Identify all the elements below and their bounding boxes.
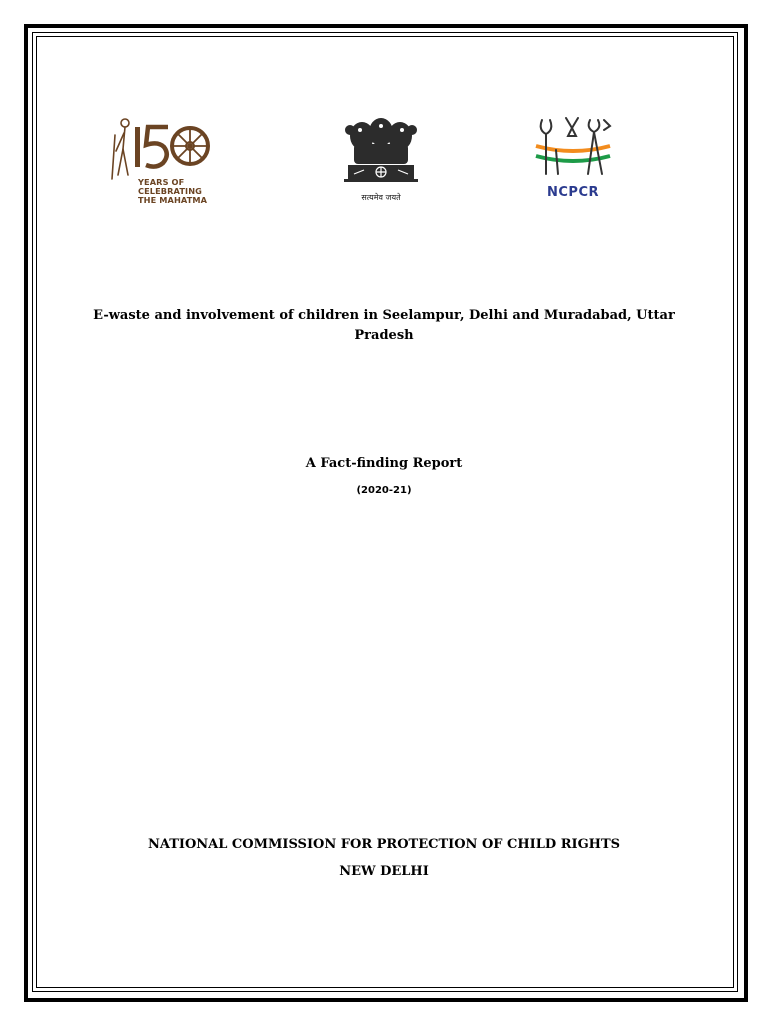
gandhi-logo-line-2: CELEBRATING [138, 186, 202, 196]
ncpcr-emblem-icon [528, 110, 618, 185]
gandhi-logo-line-3: THE MAHATMA [138, 195, 208, 205]
gandhi-logo-line-1: YEARS OF [138, 177, 185, 187]
emblem-motto: सत्यमेव जयते [361, 193, 401, 202]
report-subtitle: A Fact-finding Report [305, 456, 463, 471]
organization-name: NATIONAL COMMISSION FOR PROTECTION OF CHILD RIGHTS [147, 837, 621, 852]
ncpcr-logo-text: NCPCR [547, 185, 599, 200]
lion-capital-icon [336, 110, 426, 190]
national-emblem-logo [336, 110, 426, 205]
organization-city: NEW DELHI [339, 864, 429, 879]
report-year: (2020-21) [356, 485, 412, 496]
ncpcr-logo [528, 110, 618, 205]
gandhi-150-years-logo [108, 115, 233, 210]
report-title: E-waste and involvement of children in Seelampur, Delhi and Muradabad, Uttar Pradesh [93, 308, 675, 343]
gandhi-150-graphic-icon [108, 115, 233, 185]
